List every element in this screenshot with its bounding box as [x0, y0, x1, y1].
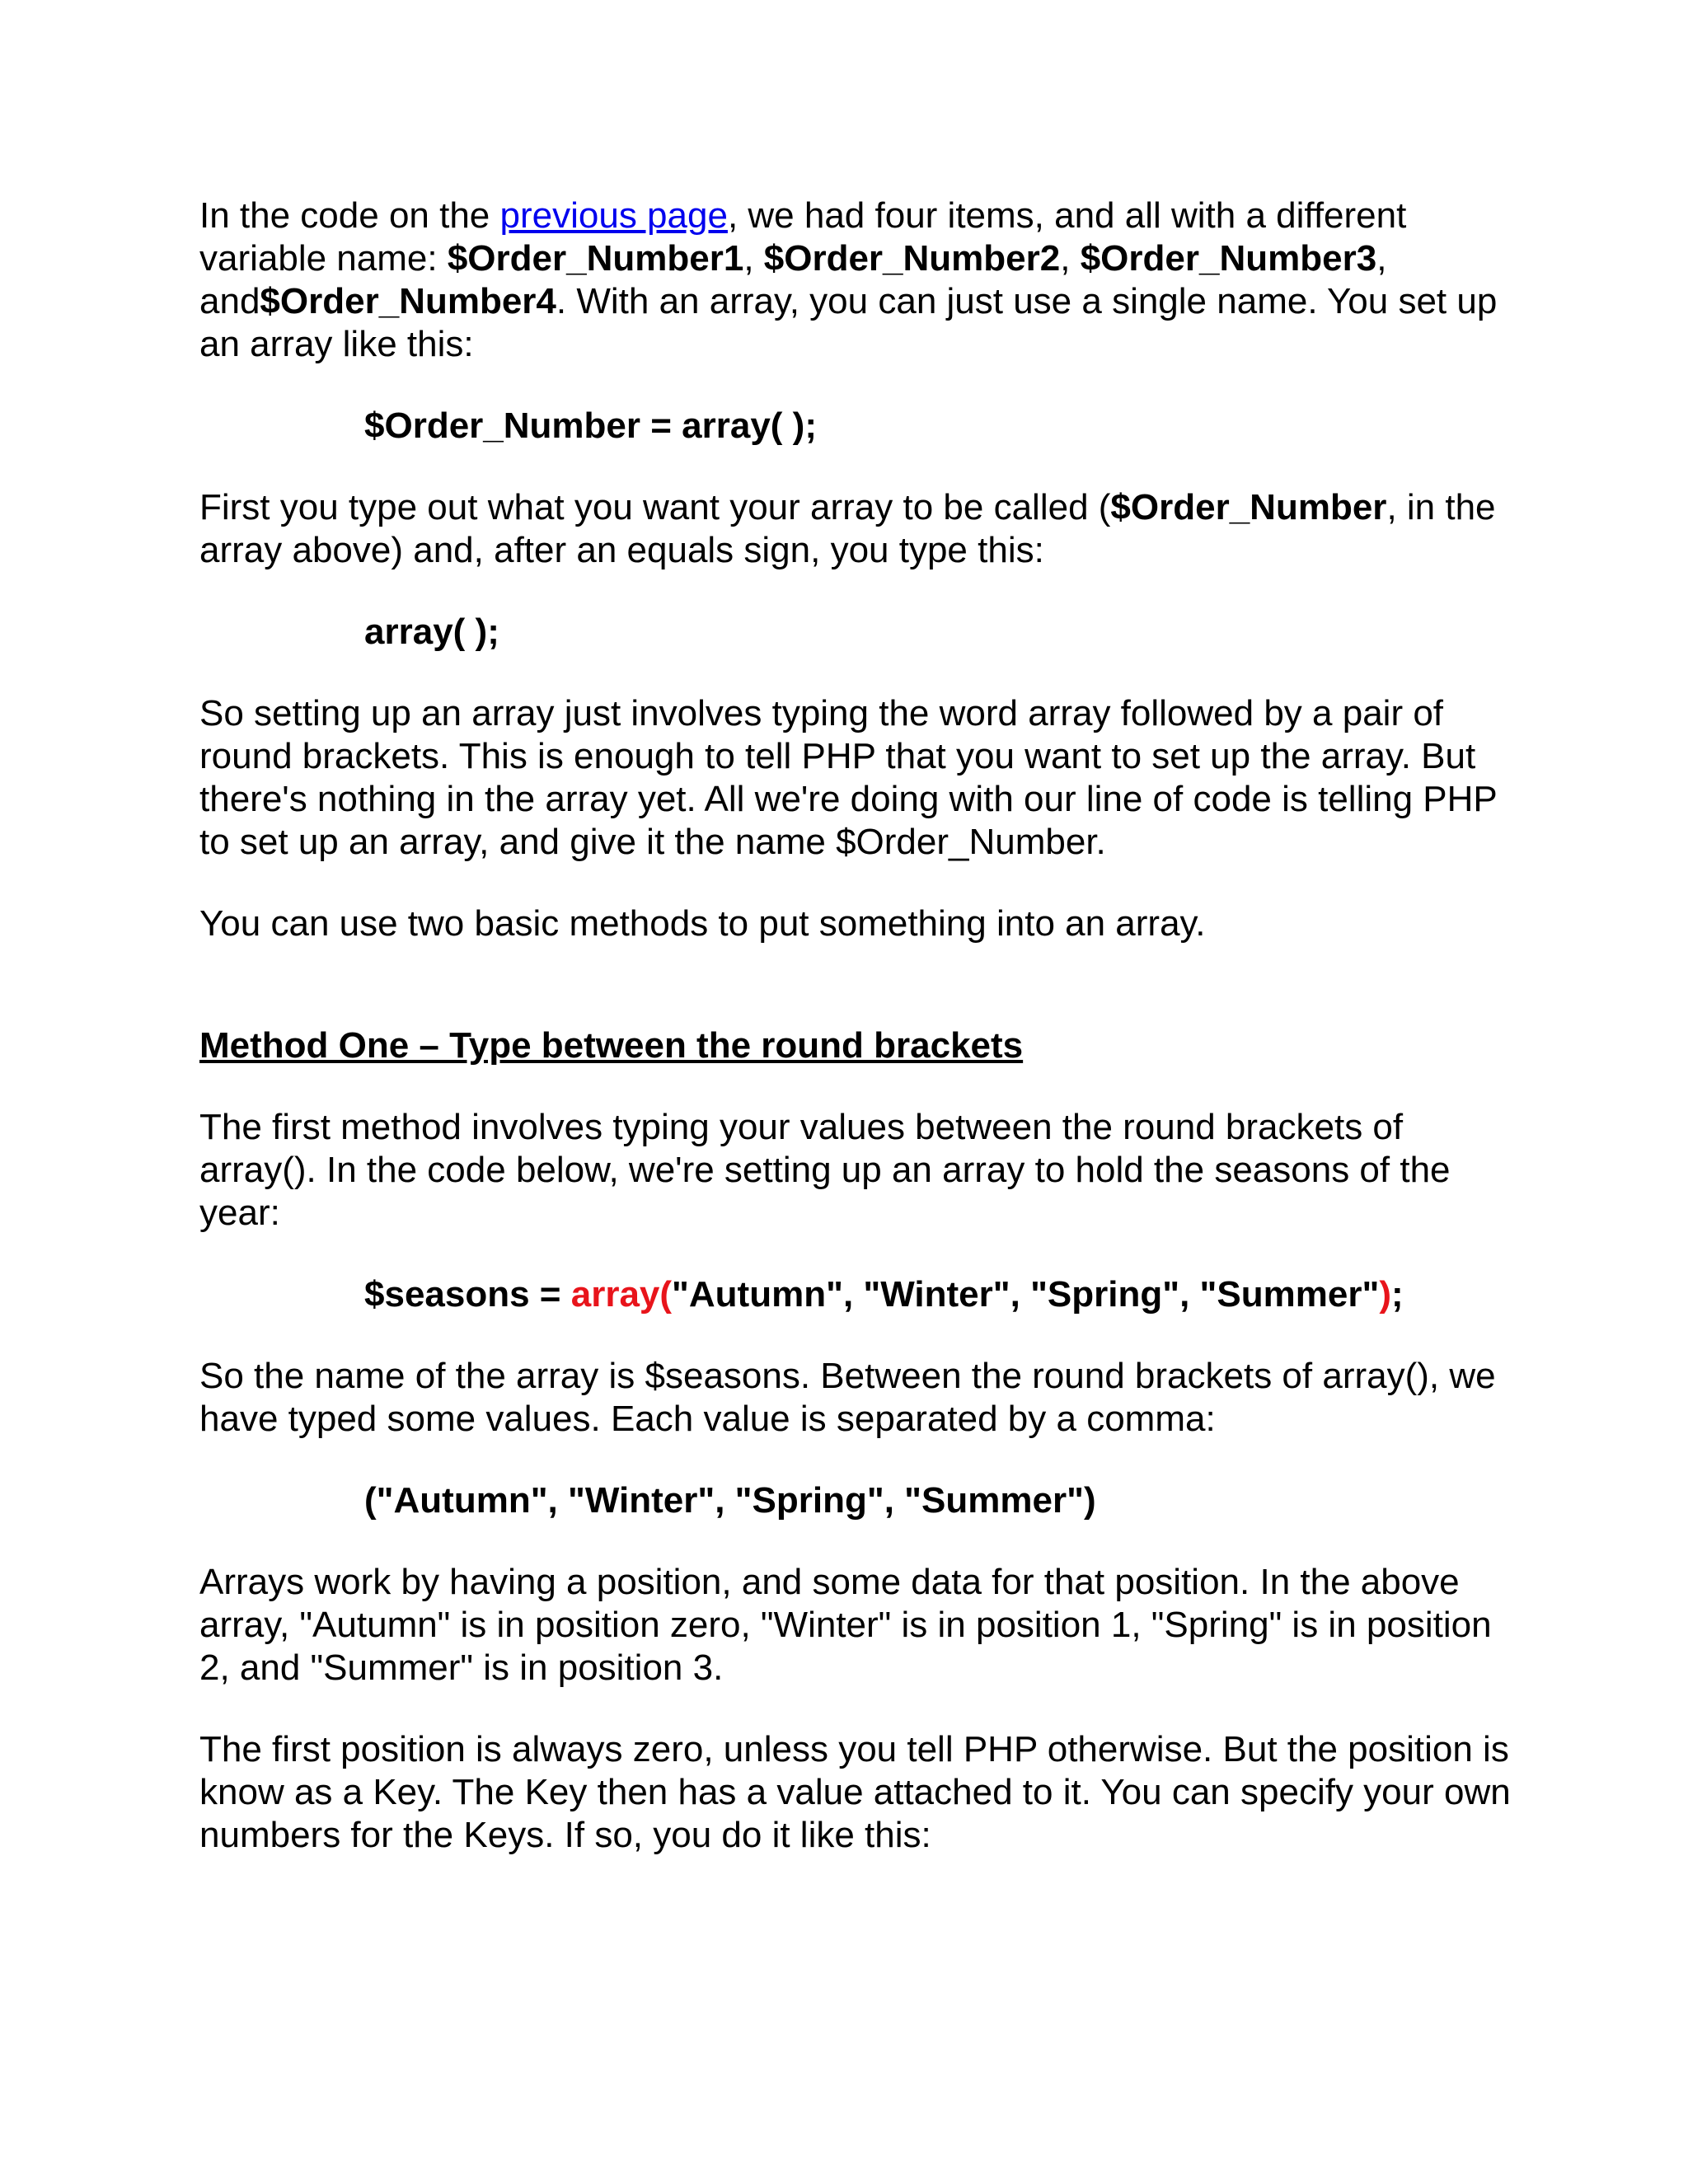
paragraph-array-name [199, 486, 1518, 572]
previous-page-link[interactable]: previous page [499, 195, 728, 236]
paragraph-method-one: The first method involves typing your values between the round brackets of array(). In the code below, we're setting up an array to hold the seasons of the year: [199, 1107, 1451, 1233]
highlight-array-close: ) [1379, 1274, 1392, 1315]
section-heading-method-one: Method One – Type between the round brackets [199, 1025, 1024, 1066]
var-order-number4: $Order_Number4 [260, 281, 556, 321]
paragraph-positions: Arrays work by having a position, and some data for that position. In the above array, "Autumn" is in position zero, "Winter" is in position 1, "Spring" is in position 2, and "Summer" is in position 3. [199, 1562, 1492, 1688]
var-order-number: $Order_Number [1110, 487, 1387, 527]
code-seasons-array [199, 1273, 1518, 1316]
paragraph-keys: The first position is always zero, unless you tell PHP otherwise. But the position is know as a Key. The Key then has a value attached to it. You can specify your own numbers for the Keys. If so, you do it like this: [199, 1729, 1511, 1855]
paragraph-two-methods: You can use two basic methods to put something into an array. [199, 903, 1206, 944]
document-page [199, 194, 1518, 1896]
paragraph-intro [199, 194, 1518, 366]
code-order-number-array: $Order_Number = array( ); [364, 405, 817, 446]
paragraph-seasons-name: So the name of the array is $seasons. Between the round brackets of array(), we have typed some values. Each value is separated by a comma: [199, 1356, 1496, 1439]
text: . With an array, you can just use a single name. You set up an array like this: [199, 281, 1498, 364]
text: ; [1391, 1274, 1404, 1315]
text: , [743, 238, 764, 279]
code-seasons-values: ("Autumn", "Winter", "Spring", "Summer") [364, 1480, 1096, 1521]
text: , [1060, 238, 1081, 279]
var-order-number1: $Order_Number1 [447, 238, 744, 279]
text: , and [199, 238, 1387, 321]
text: , we had four items, and all with a different variable name: [199, 195, 1407, 279]
var-order-number2: $Order_Number2 [763, 238, 1061, 279]
text: First you type out what you want your array to be called ( [199, 487, 1111, 527]
code-array-call: array( ); [364, 612, 499, 652]
text: In the code on the [199, 195, 500, 236]
text: , in the array above) and, after an equals sign, you type this: [199, 487, 1496, 570]
text: $seasons = [364, 1274, 571, 1315]
var-order-number3: $Order_Number3 [1080, 238, 1377, 279]
text: "Autumn", "Winter", "Spring", "Summer" [672, 1274, 1380, 1315]
paragraph-setup-explanation: So setting up an array just involves typing the word array followed by a pair of round brackets. This is enough to tell PHP that you want to set up the array. But there's nothing in the array yet. All we're doing with our line of code is telling PHP to set up an array, and give it the name $Order_Number. [199, 693, 1497, 862]
highlight-array-open: array( [570, 1274, 673, 1315]
